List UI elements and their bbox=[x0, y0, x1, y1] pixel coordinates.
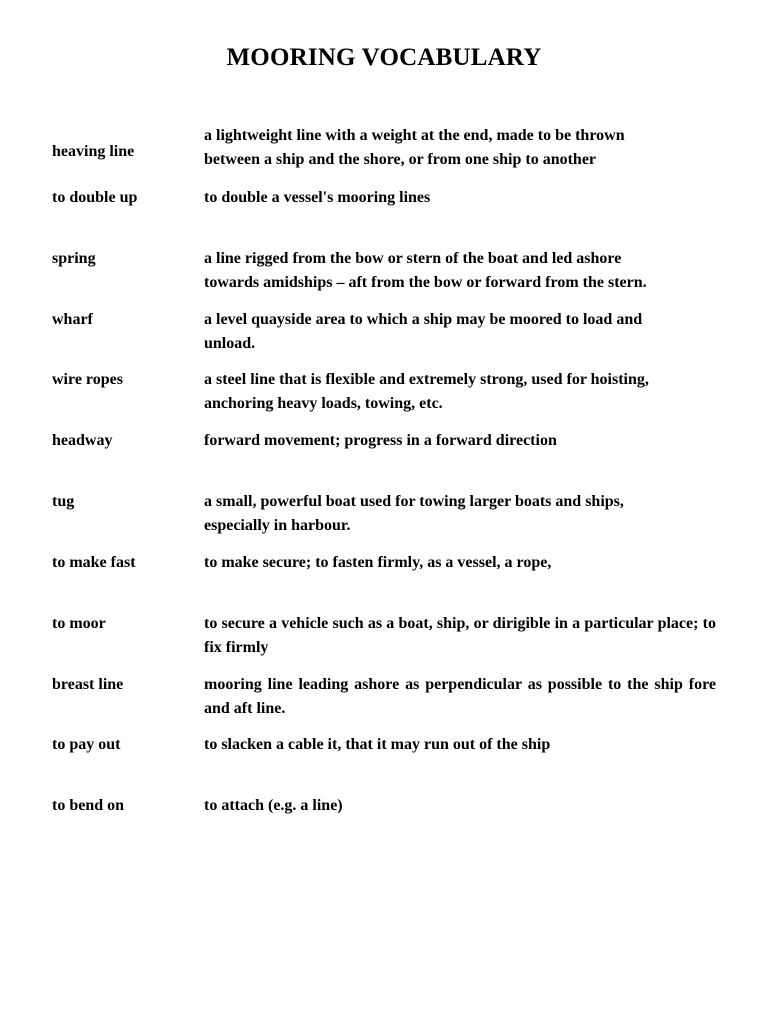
definition bbox=[204, 551, 716, 575]
definition bbox=[204, 490, 716, 538]
term: spring bbox=[52, 250, 96, 267]
definition-line: to make secure; to fasten firmly, as a vessel, a rope, bbox=[204, 554, 552, 571]
definition-line: unload. bbox=[204, 335, 256, 352]
term: heaving line bbox=[52, 143, 135, 160]
definition-line: to double a vessel's mooring lines bbox=[204, 189, 431, 206]
definition-line: a lightweight line with a weight at the end, made to be thrown bbox=[204, 127, 625, 144]
definition-line: forward movement; progress in a forward direction bbox=[204, 432, 557, 449]
term: to bend on bbox=[52, 797, 125, 814]
term: breast line bbox=[52, 676, 124, 693]
term: to moor bbox=[52, 615, 106, 632]
definition: to secure a vehicle such as a boat, ship, or dirigible in a particular place; to fix firmly bbox=[204, 615, 716, 656]
definition-line: a line rigged from the bow or stern of the boat and led ashore bbox=[204, 250, 622, 267]
definition bbox=[204, 368, 716, 416]
definition bbox=[204, 794, 716, 818]
definition bbox=[204, 429, 716, 453]
term: headway bbox=[52, 432, 113, 449]
definition-line: to attach (e.g. a line) bbox=[204, 797, 343, 814]
term: wire ropes bbox=[52, 371, 123, 388]
definition bbox=[204, 247, 716, 295]
term: to pay out bbox=[52, 736, 121, 753]
term: tug bbox=[52, 493, 75, 510]
definition bbox=[204, 124, 716, 172]
definition-line: a small, powerful boat used for towing larger boats and ships, bbox=[204, 493, 624, 510]
definition bbox=[204, 308, 716, 356]
definition bbox=[204, 186, 716, 210]
definition bbox=[204, 733, 716, 757]
definition-line: anchoring heavy loads, towing, etc. bbox=[204, 395, 443, 412]
definition-line: a level quayside area to which a ship may be moored to load and bbox=[204, 311, 643, 328]
definition-line: towards amidships – aft from the bow or forward from the stern. bbox=[204, 274, 647, 291]
definition: mooring line leading ashore as perpendicular as possible to the ship fore and aft line. bbox=[204, 676, 716, 717]
definition-line: between a ship and the shore, or from one ship to another bbox=[204, 151, 597, 168]
term: wharf bbox=[52, 311, 93, 328]
definition-line: a steel line that is flexible and extremely strong, used for hoisting, bbox=[204, 371, 649, 388]
definition-line: to slacken a cable it, that it may run out of the ship bbox=[204, 736, 551, 753]
term: to double up bbox=[52, 189, 138, 206]
term: to make fast bbox=[52, 554, 136, 571]
definition-line: especially in harbour. bbox=[204, 517, 351, 534]
page-title: MOORING VOCABULARY bbox=[226, 44, 542, 71]
